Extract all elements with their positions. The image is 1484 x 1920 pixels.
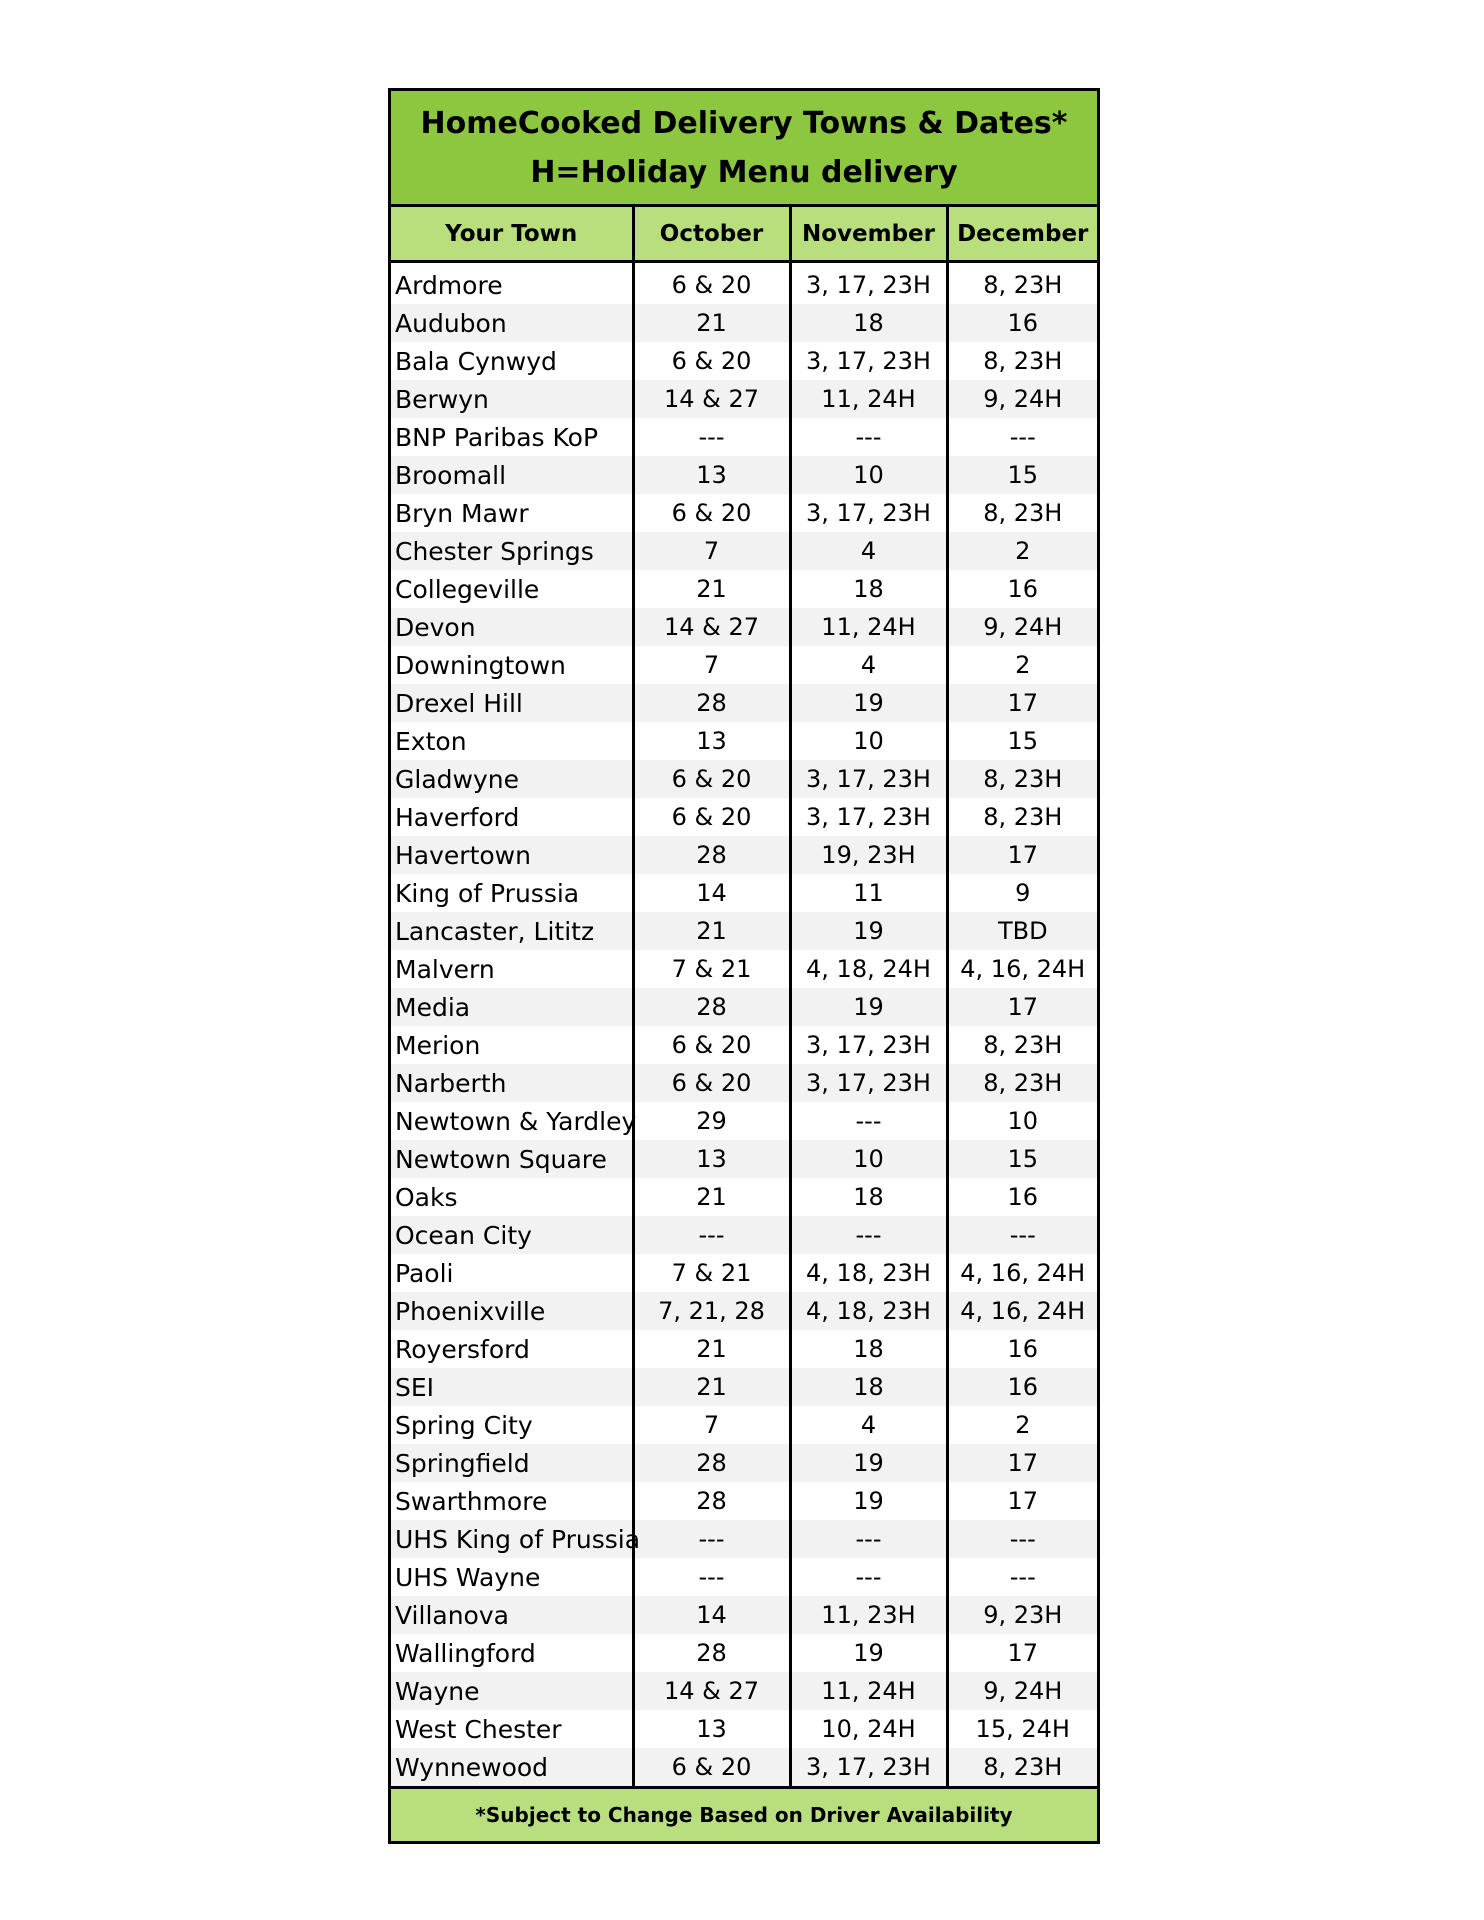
cell-town: Merion <box>395 1030 481 1060</box>
cell-december: --- <box>947 1216 1097 1254</box>
cell-town: Audubon <box>391 304 633 342</box>
cell-october: 6 & 20 <box>633 1026 790 1064</box>
cell-town: West Chester <box>395 1714 562 1744</box>
cell-town: Berwyn <box>391 380 633 418</box>
header-october: October <box>633 207 790 262</box>
cell-december: 8, 23H <box>947 1748 1097 1786</box>
cell-town: Downingtown <box>395 650 566 680</box>
cell-october: 6 & 20 <box>633 342 790 380</box>
cell-october: 6 & 20 <box>633 1064 790 1102</box>
table-row <box>391 1596 1097 1634</box>
cell-november: 18 <box>790 570 947 608</box>
cell-town: Paoli <box>395 1258 454 1288</box>
table-row <box>391 262 1097 305</box>
table-row <box>391 456 1097 494</box>
table-row <box>391 874 1097 912</box>
cell-november: 19 <box>790 1444 947 1482</box>
cell-november: --- <box>790 418 947 456</box>
cell-november: 4 <box>790 532 947 570</box>
cell-town: Swarthmore <box>395 1486 548 1516</box>
cell-town: Ocean City <box>391 1216 633 1254</box>
table-row <box>391 304 1097 342</box>
cell-november: 19 <box>790 912 947 950</box>
schedule-title <box>391 91 1097 207</box>
cell-november: 4, 18, 24H <box>790 950 947 988</box>
cell-december: --- <box>947 418 1097 456</box>
cell-november: 4 <box>790 1406 947 1444</box>
cell-town: Gladwyne <box>391 760 633 798</box>
cell-november: 19 <box>790 988 947 1026</box>
cell-town: Phoenixville <box>391 1292 633 1330</box>
cell-november: 11, 24H <box>790 1672 947 1710</box>
cell-town: UHS Wayne <box>395 1562 541 1592</box>
cell-november: --- <box>790 1102 947 1140</box>
table-row <box>391 380 1097 418</box>
cell-december: 16 <box>947 570 1097 608</box>
cell-november: 18 <box>790 1330 947 1368</box>
cell-town: Collegeville <box>395 574 540 604</box>
cell-december: 16 <box>947 1368 1097 1406</box>
cell-december: 10 <box>947 1102 1097 1140</box>
cell-october: 13 <box>633 722 790 760</box>
cell-december: 2 <box>947 532 1097 570</box>
table-row <box>391 342 1097 380</box>
table-row <box>391 760 1097 798</box>
cell-december: 16 <box>947 1330 1097 1368</box>
cell-november: 10 <box>790 1140 947 1178</box>
cell-october: --- <box>633 418 790 456</box>
cell-town: Broomall <box>391 456 633 494</box>
cell-november: 19 <box>790 684 947 722</box>
table-row <box>391 1520 1097 1558</box>
cell-december: --- <box>947 1558 1097 1596</box>
cell-november: 3, 17, 23H <box>790 342 947 380</box>
delivery-schedule-sheet <box>388 88 1100 1844</box>
cell-october: 7 & 21 <box>633 950 790 988</box>
cell-december: 8, 23H <box>947 760 1097 798</box>
table-row <box>391 1064 1097 1102</box>
cell-october: 14 & 27 <box>633 380 790 418</box>
cell-november: 18 <box>790 1368 947 1406</box>
cell-december: 9, 24H <box>947 1672 1097 1710</box>
cell-october: 13 <box>633 1710 790 1748</box>
cell-october: --- <box>633 1558 790 1596</box>
table-row <box>391 1482 1097 1520</box>
cell-october: 21 <box>633 1368 790 1406</box>
cell-november: --- <box>790 1216 947 1254</box>
cell-december: 17 <box>947 684 1097 722</box>
cell-november: 3, 17, 23H <box>790 494 947 532</box>
cell-december: TBD <box>947 912 1097 950</box>
table-row <box>391 1710 1097 1748</box>
cell-november: 3, 17, 23H <box>790 1026 947 1064</box>
table-row <box>391 1368 1097 1406</box>
cell-november: 11, 24H <box>790 380 947 418</box>
cell-november: 18 <box>790 1178 947 1216</box>
table-row <box>391 532 1097 570</box>
cell-december: 8, 23H <box>947 262 1097 305</box>
cell-town: Royersford <box>395 1334 530 1364</box>
cell-december: 17 <box>947 988 1097 1026</box>
table-row <box>391 1672 1097 1710</box>
cell-october: 14 <box>633 874 790 912</box>
cell-october: 7 <box>633 532 790 570</box>
table-row <box>391 722 1097 760</box>
cell-town: Havertown <box>391 836 633 874</box>
cell-october: 21 <box>633 1330 790 1368</box>
cell-november: 10, 24H <box>790 1710 947 1748</box>
cell-town: King of Prussia <box>395 878 580 908</box>
cell-december: 16 <box>947 304 1097 342</box>
table-row <box>391 1026 1097 1064</box>
cell-december: 8, 23H <box>947 494 1097 532</box>
cell-october: --- <box>633 1520 790 1558</box>
cell-december: 17 <box>947 1482 1097 1520</box>
table-row <box>391 912 1097 950</box>
cell-town: Springfield <box>391 1444 633 1482</box>
header-november: November <box>790 207 947 262</box>
cell-town: Chester Springs <box>391 532 633 570</box>
cell-december: 9 <box>947 874 1097 912</box>
cell-town: Narberth <box>391 1064 633 1102</box>
cell-december: 4, 16, 24H <box>947 950 1097 988</box>
cell-october: 29 <box>633 1102 790 1140</box>
cell-october: 28 <box>633 1482 790 1520</box>
cell-town: Oaks <box>395 1182 458 1212</box>
cell-town: Ardmore <box>395 270 503 300</box>
cell-october: --- <box>633 1216 790 1254</box>
cell-november: --- <box>790 1558 947 1596</box>
cell-town: SEI <box>391 1368 633 1406</box>
cell-december: 2 <box>947 646 1097 684</box>
cell-town: BNP Paribas KoP <box>395 422 599 452</box>
table-row <box>391 1748 1097 1786</box>
cell-october: 6 & 20 <box>633 262 790 305</box>
cell-town: Exton <box>395 726 467 756</box>
cell-december: 4, 16, 24H <box>947 1292 1097 1330</box>
table-row <box>391 1292 1097 1330</box>
cell-town: Spring City <box>395 1410 533 1440</box>
footer-note: *Subject to Change Based on Driver Availability <box>391 1786 1097 1841</box>
cell-november: 19, 23H <box>790 836 947 874</box>
table-row <box>391 988 1097 1026</box>
cell-october: 7 <box>633 646 790 684</box>
title-line-1: HomeCooked Delivery Towns & Dates* <box>420 105 1068 141</box>
cell-december: 15 <box>947 1140 1097 1178</box>
cell-december: 8, 23H <box>947 1064 1097 1102</box>
cell-town: Wallingford <box>395 1638 536 1668</box>
cell-december: --- <box>947 1520 1097 1558</box>
table-row <box>391 1634 1097 1672</box>
table-row <box>391 418 1097 456</box>
table-row <box>391 1140 1097 1178</box>
cell-october: 28 <box>633 1634 790 1672</box>
header-row <box>391 207 1097 262</box>
cell-december: 17 <box>947 1634 1097 1672</box>
cell-october: 13 <box>633 1140 790 1178</box>
cell-november: 3, 17, 23H <box>790 1064 947 1102</box>
table-row <box>391 684 1097 722</box>
table-row <box>391 570 1097 608</box>
table-row <box>391 798 1097 836</box>
cell-town: Drexel Hill <box>391 684 633 722</box>
cell-december: 9, 24H <box>947 380 1097 418</box>
cell-november: --- <box>790 1520 947 1558</box>
cell-november: 4, 18, 23H <box>790 1292 947 1330</box>
cell-town: Haverford <box>395 802 520 832</box>
table-row <box>391 1216 1097 1254</box>
cell-october: 6 & 20 <box>633 1748 790 1786</box>
cell-november: 19 <box>790 1482 947 1520</box>
cell-december: 17 <box>947 1444 1097 1482</box>
table-row <box>391 1406 1097 1444</box>
cell-town: Bala Cynwyd <box>395 346 557 376</box>
cell-town: Media <box>391 988 633 1026</box>
cell-november: 4, 18, 23H <box>790 1254 947 1292</box>
cell-october: 21 <box>633 304 790 342</box>
cell-town: Bryn Mawr <box>395 498 529 528</box>
cell-november: 10 <box>790 722 947 760</box>
cell-november: 3, 17, 23H <box>790 262 947 305</box>
cell-november: 19 <box>790 1634 947 1672</box>
cell-town: Malvern <box>395 954 495 984</box>
cell-december: 9, 23H <box>947 1596 1097 1634</box>
cell-november: 3, 17, 23H <box>790 1748 947 1786</box>
cell-november: 3, 17, 23H <box>790 760 947 798</box>
cell-december: 15 <box>947 722 1097 760</box>
table-row <box>391 1102 1097 1140</box>
table-row <box>391 1444 1097 1482</box>
cell-november: 18 <box>790 304 947 342</box>
delivery-table <box>391 207 1097 1786</box>
cell-december: 4, 16, 24H <box>947 1254 1097 1292</box>
cell-december: 15 <box>947 456 1097 494</box>
table-row <box>391 646 1097 684</box>
cell-october: 7 <box>633 1406 790 1444</box>
cell-town: Wayne <box>391 1672 633 1710</box>
cell-town: Newtown Square <box>391 1140 633 1178</box>
table-row <box>391 1254 1097 1292</box>
table-body <box>391 262 1097 1787</box>
cell-october: 7 & 21 <box>633 1254 790 1292</box>
cell-november: 11 <box>790 874 947 912</box>
cell-december: 8, 23H <box>947 1026 1097 1064</box>
cell-december: 15, 24H <box>947 1710 1097 1748</box>
cell-december: 16 <box>947 1178 1097 1216</box>
table-row <box>391 1178 1097 1216</box>
table-row <box>391 950 1097 988</box>
cell-town: Lancaster, Lititz <box>391 912 633 950</box>
table-row <box>391 1330 1097 1368</box>
cell-october: 13 <box>633 456 790 494</box>
cell-town: Wynnewood <box>391 1748 633 1786</box>
cell-town: Devon <box>391 608 633 646</box>
cell-october: 14 & 27 <box>633 608 790 646</box>
cell-november: 4 <box>790 646 947 684</box>
cell-november: 3, 17, 23H <box>790 798 947 836</box>
cell-october: 14 & 27 <box>633 1672 790 1710</box>
cell-october: 6 & 20 <box>633 760 790 798</box>
cell-town: Villanova <box>391 1596 633 1634</box>
cell-december: 8, 23H <box>947 798 1097 836</box>
cell-october: 28 <box>633 988 790 1026</box>
header-december: December <box>947 207 1097 262</box>
cell-december: 2 <box>947 1406 1097 1444</box>
cell-october: 28 <box>633 1444 790 1482</box>
cell-october: 6 & 20 <box>633 494 790 532</box>
table-row <box>391 494 1097 532</box>
cell-town: Newtown & Yardley <box>395 1106 637 1136</box>
table-row <box>391 1558 1097 1596</box>
cell-november: 10 <box>790 456 947 494</box>
cell-october: 28 <box>633 836 790 874</box>
cell-october: 21 <box>633 1178 790 1216</box>
table-row <box>391 608 1097 646</box>
cell-october: 28 <box>633 684 790 722</box>
cell-december: 8, 23H <box>947 342 1097 380</box>
cell-december: 9, 24H <box>947 608 1097 646</box>
cell-october: 21 <box>633 570 790 608</box>
table-row <box>391 836 1097 874</box>
title-line-2: H=Holiday Menu delivery <box>530 154 958 190</box>
cell-december: 17 <box>947 836 1097 874</box>
cell-november: 11, 23H <box>790 1596 947 1634</box>
cell-october: 7, 21, 28 <box>633 1292 790 1330</box>
cell-october: 14 <box>633 1596 790 1634</box>
cell-october: 6 & 20 <box>633 798 790 836</box>
cell-october: 21 <box>633 912 790 950</box>
header-town: Your Town <box>391 207 633 262</box>
cell-november: 11, 24H <box>790 608 947 646</box>
cell-town: UHS King of Prussia <box>391 1520 633 1558</box>
